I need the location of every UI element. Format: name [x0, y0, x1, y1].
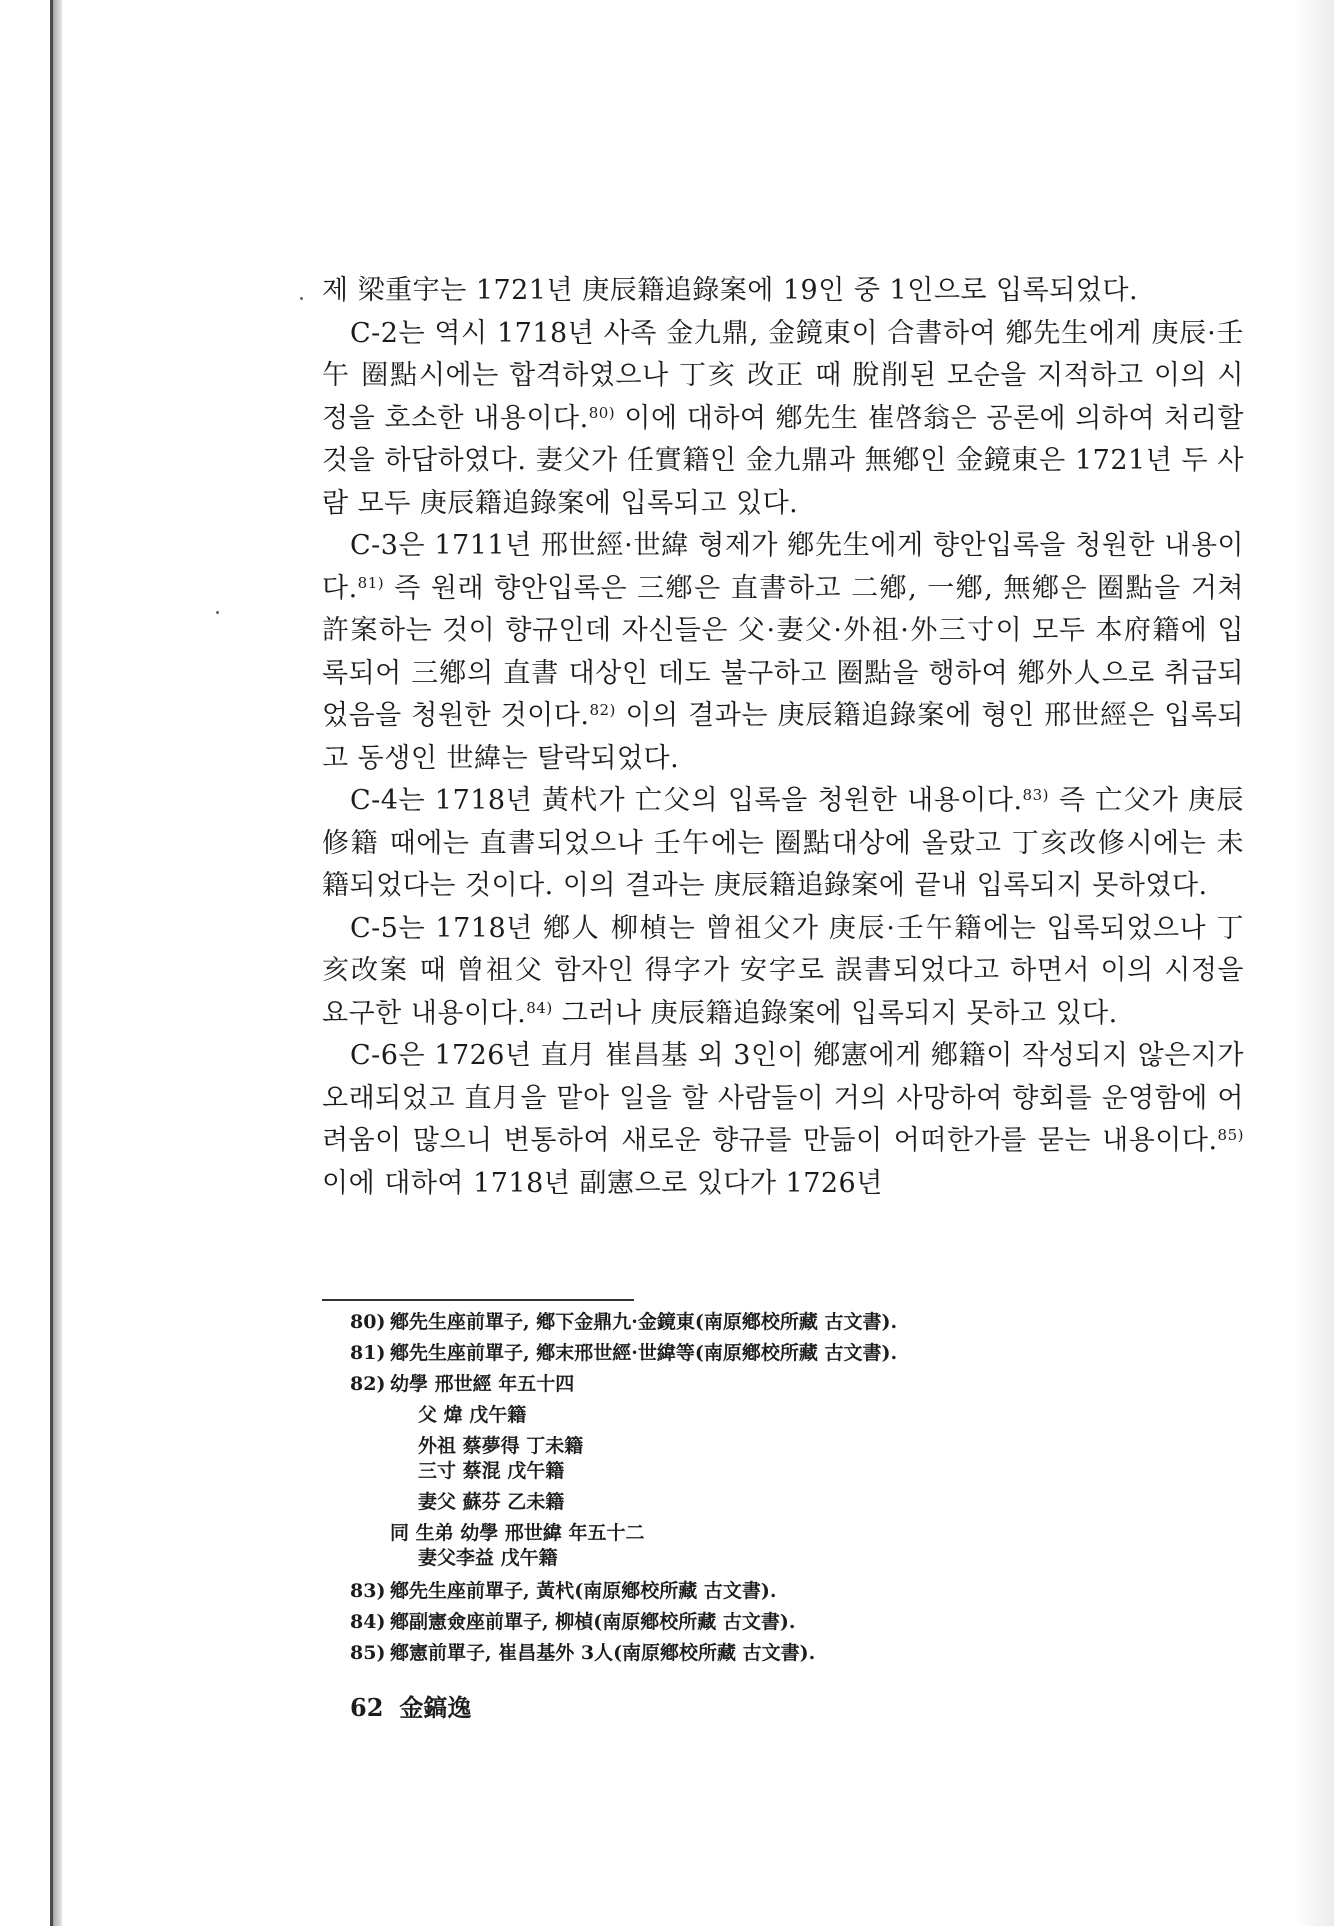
footnote-number: 82): [350, 1373, 386, 1395]
footnote-80: [350, 1310, 1230, 1335]
paragraph-text: 즉 원래 향안입록은 三鄕은 直書하고 二鄕, 一鄕, 無鄕은 圈點을 거쳐 許案하는 것이 향규인데 자신들은 父·妻父·外祖·外三寸이 모두 本府籍에 입록되어 三鄕의 直書 대상인 데도 불구하고 圈點을 행하여 鄕外人으로 취급되었음을 청원한 것이다.: [322, 572, 1244, 731]
paragraph-text: 이에 대하여 鄕先生 崔啓翁은 공론에 의하여 처리할 것을 하답하였다. 妻父가 任實籍인 金九鼎과 無鄕인 金鏡東은 1721년 두 사람 모두 庚辰籍追錄案에 입록되고 있다.: [322, 402, 1244, 519]
footnote-82-line5: 妻父 蘇芬 乙未籍: [418, 1491, 565, 1513]
page-footer: [350, 1688, 471, 1723]
footnote-reference[interactable]: 84): [526, 998, 553, 1017]
page-edge-line: [50, 0, 53, 1926]
footnote-text: 鄕先生座前單子, 鄕下金鼎九·金鏡東(南原鄕校所藏 古文書).: [390, 1311, 898, 1333]
footnote-text: 鄕憲前單子, 崔昌基外 3人(南原鄕校所藏 古文書).: [390, 1642, 816, 1664]
scan-speck: [300, 297, 303, 300]
footnote-82-line1: 幼學 邢世經 年五十四: [390, 1373, 575, 1395]
footnote-text: 鄕先生座前單子, 黃杙(南原鄕校所藏 古文書).: [390, 1580, 777, 1602]
author-name: 金鎬逸: [399, 1693, 472, 1722]
footnote-text: 鄕先生座前單子, 鄕末邢世經·世緯等(南原鄕校所藏 古文書).: [390, 1342, 898, 1364]
footnote-reference[interactable]: 81): [357, 573, 385, 592]
footnote-82: [350, 1372, 1230, 1571]
footnote-85: [350, 1641, 1230, 1666]
footnote-84: [350, 1610, 1230, 1635]
footnote-reference[interactable]: 85): [1217, 1126, 1244, 1144]
footnote-82-line3: 外祖 蔡夢得 丁未籍: [418, 1435, 584, 1457]
paragraph-text: 제 梁重宇는 1721년 庚辰籍追錄案에 19인 중 1인으로 입록되었다.: [322, 275, 1139, 306]
footnote-82-line2: 父 煒 戊午籍: [418, 1404, 527, 1426]
footnote-number: 83): [350, 1580, 386, 1602]
paragraph-text: C-2는 역시 1718년 사족 金九鼎, 金鏡東이 合書하여 鄕先生에게 庚辰·壬午 圈點시에는 합격하였으나 丁亥 改正 때 脫削된 모순을 지적하고 이의 시정을 호소한 내용이다.: [322, 317, 1244, 434]
footnote-reference[interactable]: 80): [588, 403, 616, 422]
footnote-number: 85): [350, 1642, 386, 1664]
footnote-82-line6: 同 生弟 幼學 邢世緯 年五十二: [390, 1522, 645, 1544]
body-text: [322, 270, 1244, 1205]
footnote-separator: [322, 1299, 634, 1301]
page-shadow: [1294, 0, 1334, 1926]
page-number: 62: [350, 1693, 384, 1722]
footnote-text: 鄕副憲僉座前單子, 柳楨(南原鄕校所藏 古文書).: [390, 1611, 796, 1633]
footnote-number: 81): [350, 1342, 386, 1364]
paragraph-text: 즉 亡父가 庚辰修籍 때에는 直書되었으나 壬午에는 圈點대상에 올랐고 丁亥改修시에는 未籍되었다는 것이다. 이의 결과는 庚辰籍追錄案에 끝내 입록되지 못하였다.: [322, 785, 1244, 901]
footnote-number: 80): [350, 1311, 386, 1333]
paragraph-text: C-3은 1711년 邢世經·世緯 형제가 鄕先生에게 향안입록을 청원한 내용이다.: [322, 530, 1244, 604]
paragraph: [322, 313, 1244, 526]
paragraph: [322, 270, 1244, 313]
paragraph-text: C-6은 1726년 直月 崔昌基 외 3인이 鄕憲에게 鄕籍이 작성되지 않은지가 오래되었고 直月을 맡아 일을 할 사람들이 거의 사망하여 향회를 운영함에 어려움이 많으니 변통하여 새로운 향규를 만듦이 어떠한가를 묻는 내용이다.: [322, 1040, 1244, 1156]
paragraph-text: 이에 대하여 1718년 副憲으로 있다가 1726년: [322, 1167, 883, 1199]
paragraph: [322, 908, 1244, 1036]
paragraph-text: C-5는 1718년 鄕人 柳楨는 曾祖父가 庚辰·壬午籍에는 입록되었으나 丁亥改案 때 曾祖父 함자인 得字가 安字로 誤書되었다고 하면서 이의 시정을 요구한 내용이다.: [322, 912, 1244, 1029]
footnote-reference[interactable]: 83): [1022, 786, 1049, 804]
footnote-82-line4: 三寸 蔡混 戊午籍: [418, 1460, 565, 1482]
footnote-reference[interactable]: 82): [589, 701, 616, 719]
paragraph-text: C-4는 1718년 黃杙가 亡父의 입록을 청원한 내용이다.: [350, 785, 1023, 816]
paragraph: [322, 525, 1244, 780]
paragraph-text: 이의 결과는 庚辰籍追錄案에 형인 邢世經은 입록되고 동생인 世緯는 탈락되었다.: [322, 700, 1244, 774]
paragraph: [322, 1035, 1244, 1205]
footnote-83: [350, 1579, 1230, 1604]
footnote-81: [350, 1341, 1230, 1366]
footnotes: [350, 1310, 1230, 1666]
paragraph-text: 그러나 庚辰籍追錄案에 입록되지 못하고 있다.: [552, 997, 1118, 1029]
footnote-82-line7: 妻父李益 戊午籍: [418, 1547, 558, 1569]
footnote-number: 84): [350, 1611, 386, 1633]
paragraph: [322, 780, 1244, 908]
scan-speck: [216, 611, 219, 614]
